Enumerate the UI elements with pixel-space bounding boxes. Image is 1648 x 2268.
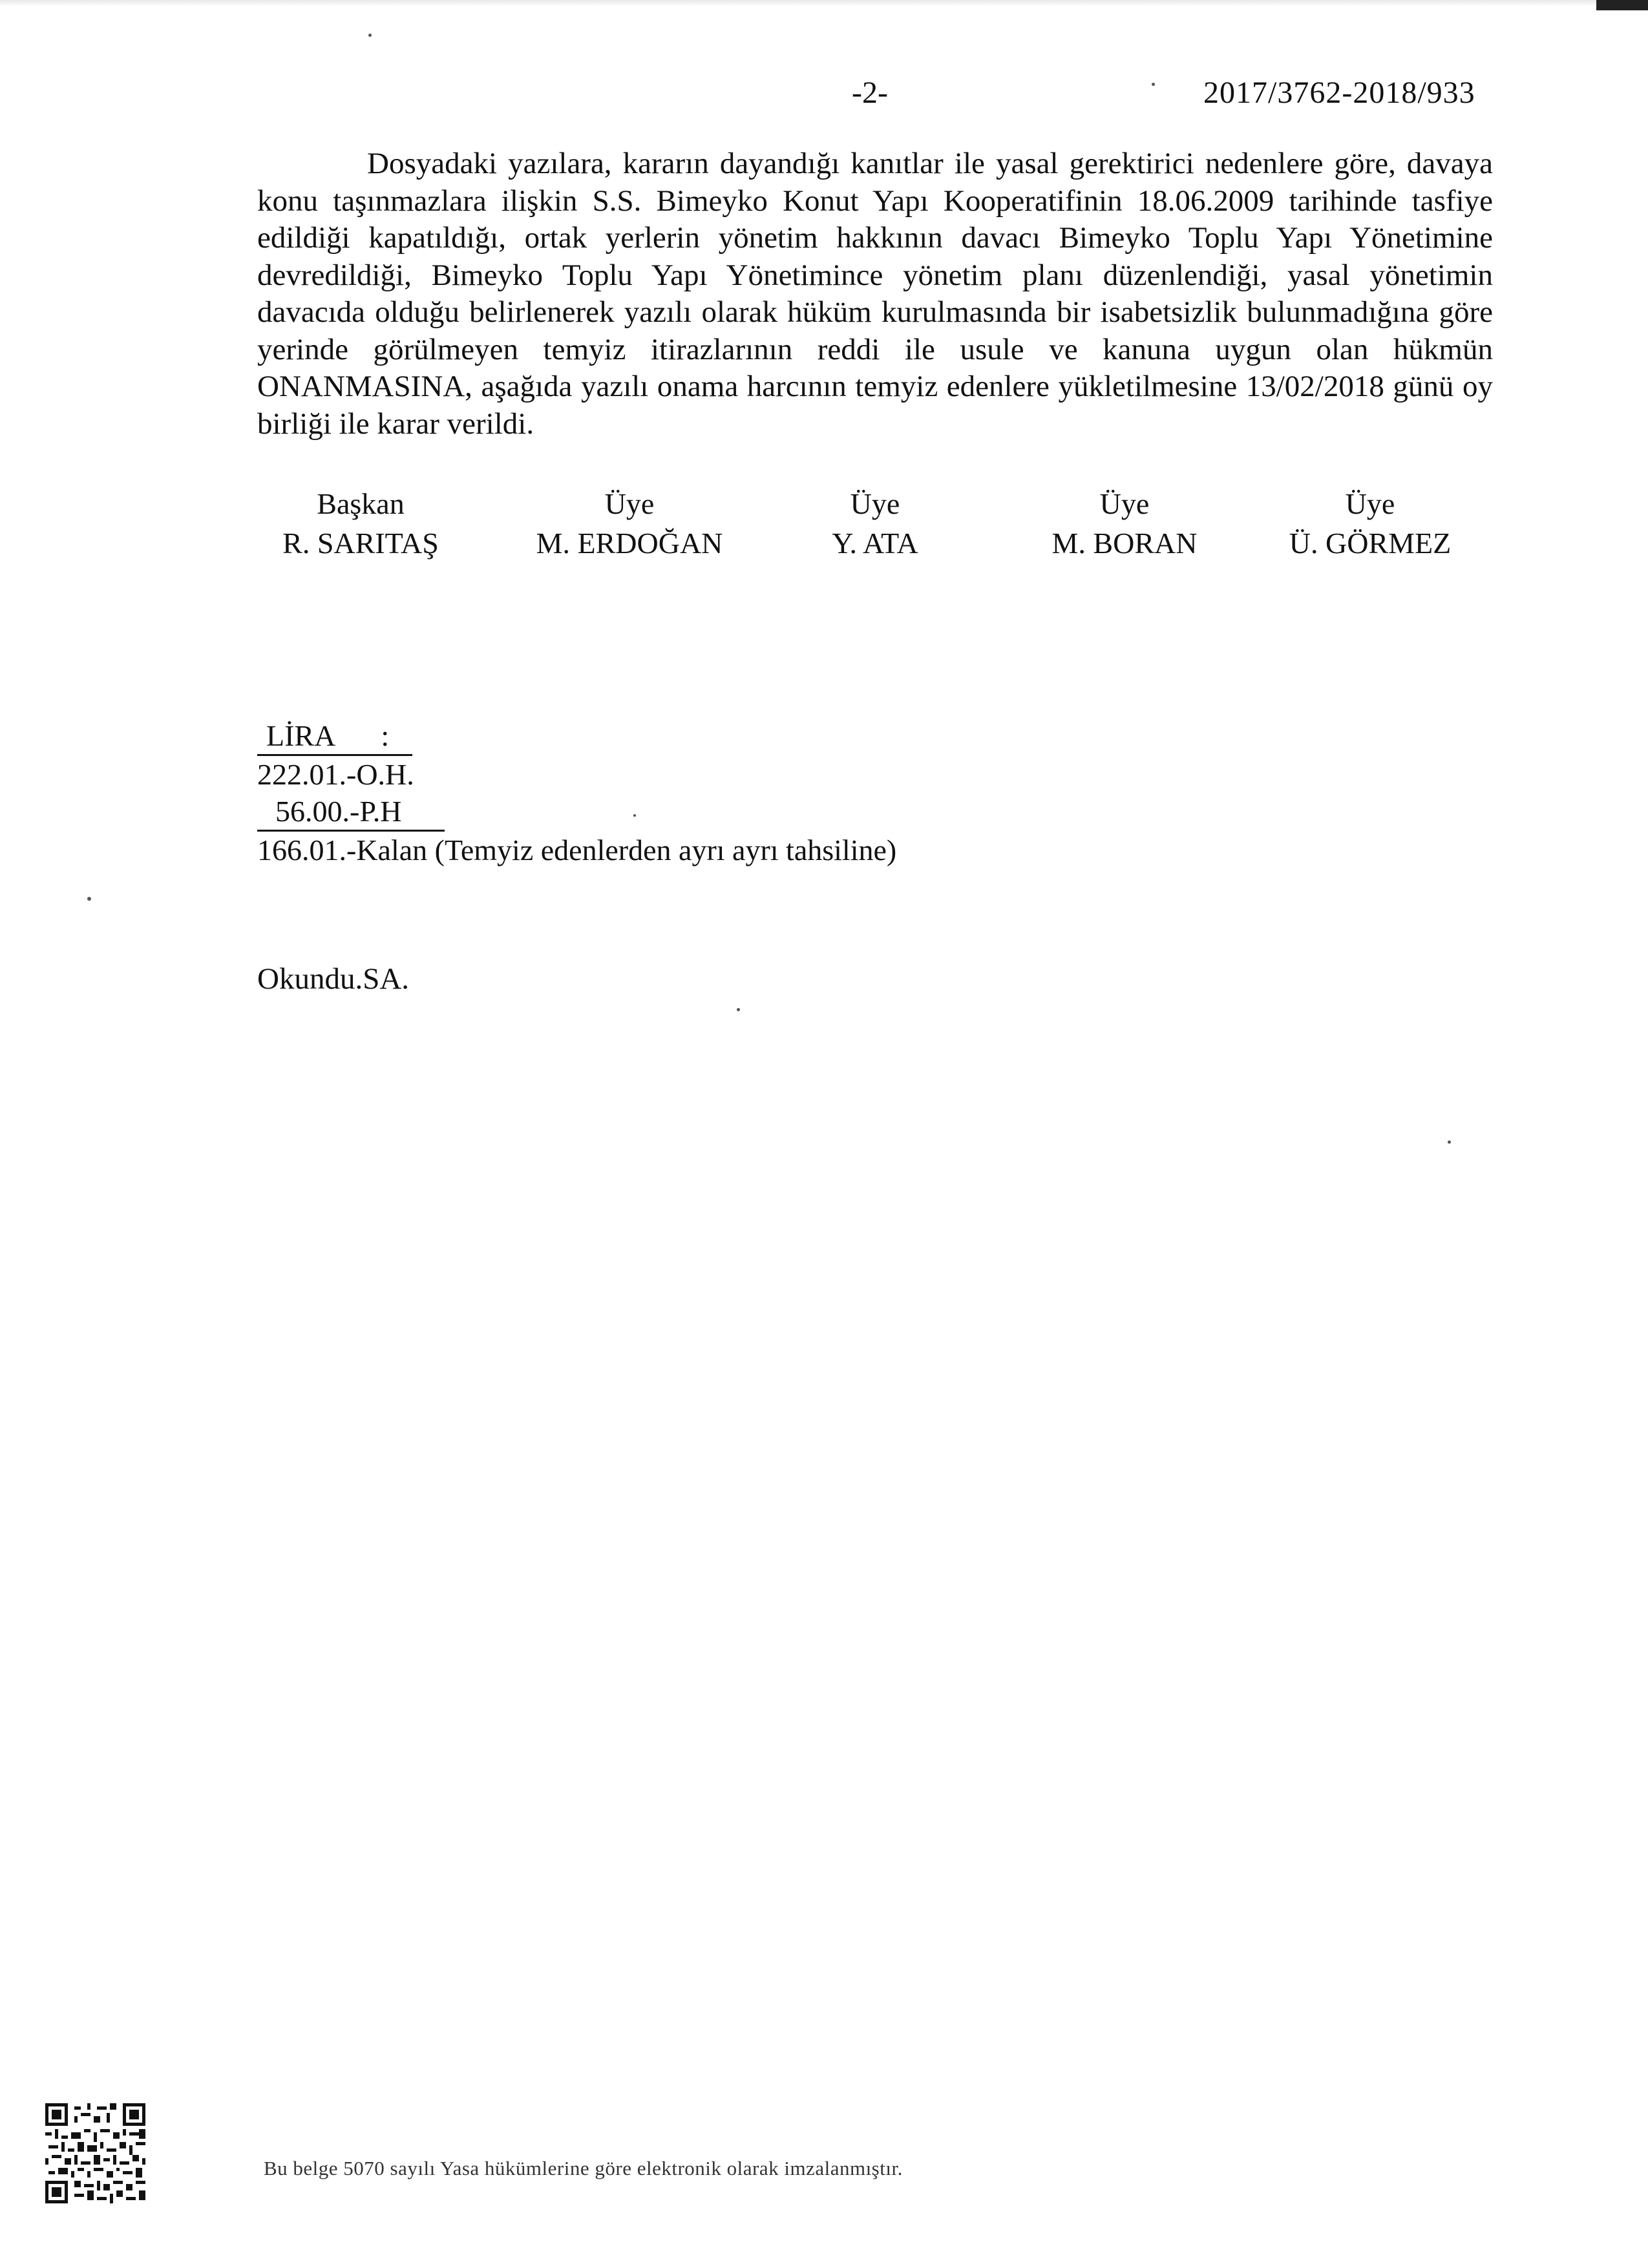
fee-amount: 222.01.-O.H. [257, 758, 414, 791]
decision-paragraph: Dosyadaki yazılara, kararın dayandığı kanıtlar ile yasal gerektirici nedenlere göre, davaya konu taşınmazlara ilişkin S.S. Bimeyko Konut Yapı Kooperatifinin 18.06.2009 tarihinde tasfiye edildiği kapatıldığı, ortak yerlerin yönetim hakkının davacı Bimeyko Toplu Yapı Yönetimine devredildiği, Bimeyko Toplu Yapı Yönetimince yönetim planı düzenlendiği, yasal yönetimin davacıda olduğu belirlenerek yazılı olarak hüküm kurulmasında bir isabetsizlik bulunmadığına göre yerinde görülmeyen temyiz itirazlarının reddi ile usule ve kanuna uygun olan hükmün ONANMASINA, aşağıda yazılı onama harcının temyiz edenlere yükletilmesine 13/02/2018 günü oy birliği ile karar verildi. [257, 147, 1493, 441]
scan-speck [87, 897, 91, 901]
fee-line [257, 832, 896, 868]
signature-name: Ü. GÖRMEZ [1289, 527, 1452, 560]
signature-role: Başkan [317, 487, 405, 520]
fee-table [257, 717, 896, 868]
signature-name: M. ERDOĞAN [536, 527, 723, 560]
fee-colon: : [381, 719, 390, 752]
scan-speck [633, 814, 636, 817]
scan-speck [368, 34, 372, 37]
signature-role: Üye [850, 487, 900, 520]
signature-name: Y. ATA [832, 527, 918, 560]
signature-chair [225, 485, 496, 562]
signature-member-2 [739, 485, 1011, 562]
signature-name: R. SARITAŞ [282, 527, 439, 560]
scan-corner-mark [1596, 0, 1648, 10]
fee-amount: 166.01.-Kalan [257, 834, 428, 866]
file-number: 2017/3762-2018/933 [1203, 76, 1475, 110]
fee-line [257, 756, 896, 793]
signature-member-4 [1234, 485, 1506, 562]
read-note: Okundu.SA. [257, 962, 410, 996]
signature-member-3 [989, 485, 1260, 562]
signature-member-1 [494, 485, 765, 562]
qr-code-icon [45, 2103, 145, 2203]
scan-speck [1448, 1140, 1451, 1144]
signature-role: Üye [604, 487, 655, 520]
signature-role: Üye [1345, 487, 1395, 520]
page-number: -2- [852, 76, 888, 110]
scan-edge [0, 0, 1648, 6]
fee-remaining-note: (Temyiz edenlerden ayrı ayrı tahsiline) [434, 834, 897, 866]
signature-name: M. BORAN [1051, 527, 1198, 560]
e-signature-notice: Bu belge 5070 sayılı Yasa hükümlerine göre elektronik olarak imzalanmıştır. [264, 2157, 903, 2179]
fee-amount: 56.00.-P.H [275, 795, 402, 828]
fee-line [257, 793, 896, 832]
scan-speck [737, 1008, 740, 1011]
fee-header [257, 717, 896, 756]
fee-currency-label: LİRA [266, 719, 336, 752]
signature-role: Üye [1099, 487, 1150, 520]
scan-speck [1152, 83, 1155, 86]
